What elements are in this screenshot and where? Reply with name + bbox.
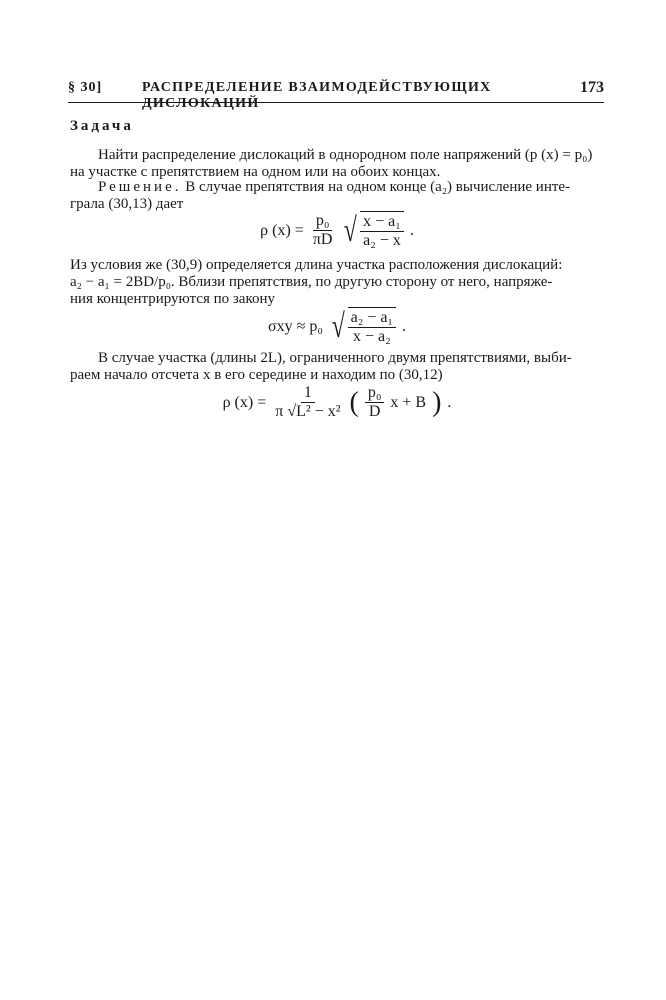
fraction [310,212,336,249]
fraction [272,384,343,421]
text-line: раем начало отсчета x в его середине и находим по (30,12) [70,367,443,383]
solution-label: Решение. [98,179,182,195]
formula-density-two-obstacles [70,384,604,421]
square-root [341,211,403,250]
fraction-numerator: 1 [301,384,315,403]
text-line: Найти распределение дислокаций в однородном поле напряжений (p (x) = p₀) [98,147,593,163]
radicand-numerator: x − a₁ [360,213,404,232]
right-paren-icon: ) [432,386,442,418]
text-line: В случае участка (длины 2L), ограниченного двумя препятствиями, выби- [98,350,572,366]
text-line: a₂ − a₁ = 2BD/p₀. Вблизи препятствия, по другую сторону от него, напряже- [70,274,553,290]
chapter-title: РАСПРЕДЕЛЕНИЕ ВЗАИМОДЕЙСТВУЮЩИХ ДИСЛОКАЦИЙ [142,80,492,111]
square-root [329,307,396,346]
two-obstacles-paragraph [70,350,604,384]
fraction-denominator: πD [312,231,333,248]
text-line: В случае препятствия на одном конце (a₂) вычисление инте- [181,179,571,195]
radical-sign-icon: √ [331,307,345,345]
fraction-denominator: π √L² − x² [275,403,341,420]
fraction-numerator: p₀ [365,384,385,403]
formula-stress-concentration [70,307,604,346]
text-line: на участке с препятствием на одном или на обоих концах. [70,164,441,180]
fraction [365,384,385,421]
formula-end: . [447,394,452,411]
fraction-numerator: p₀ [313,212,333,231]
formula-end: . [402,318,407,335]
formula-end: . [409,222,414,239]
page-number: 173 [580,79,604,96]
radicand [348,307,396,346]
radicand-denominator: a₂ − x [363,232,401,249]
formula-density-one-obstacle [70,211,604,250]
fraction-denominator: D [368,403,381,420]
header-rule [68,102,604,103]
problem-statement [70,147,604,181]
running-header [68,79,604,111]
formula-lhs: ρ (x) = [260,222,304,239]
text-line: ния концентрируются по закону [70,291,276,307]
formula-lhs: σxy ≈ p₀ [267,318,323,335]
section-number: § 30] [68,80,103,95]
problem-heading: Задача [70,118,134,134]
text-line: Из условия же (30,9) определяется длина участка расположения дислокаций: [70,257,563,273]
radicand [360,211,404,250]
left-paren-icon: ( [349,386,359,418]
formula-tail: x + B [390,394,427,411]
text-line: грала (30,13) дает [70,196,184,212]
radicand-denominator: x − a₂ [352,328,391,345]
length-paragraph [70,257,604,308]
solution-paragraph [70,179,604,213]
formula-lhs: ρ (x) = [222,394,267,411]
radical-sign-icon: √ [344,211,358,249]
radicand-numerator: a₂ − a₁ [348,309,396,328]
